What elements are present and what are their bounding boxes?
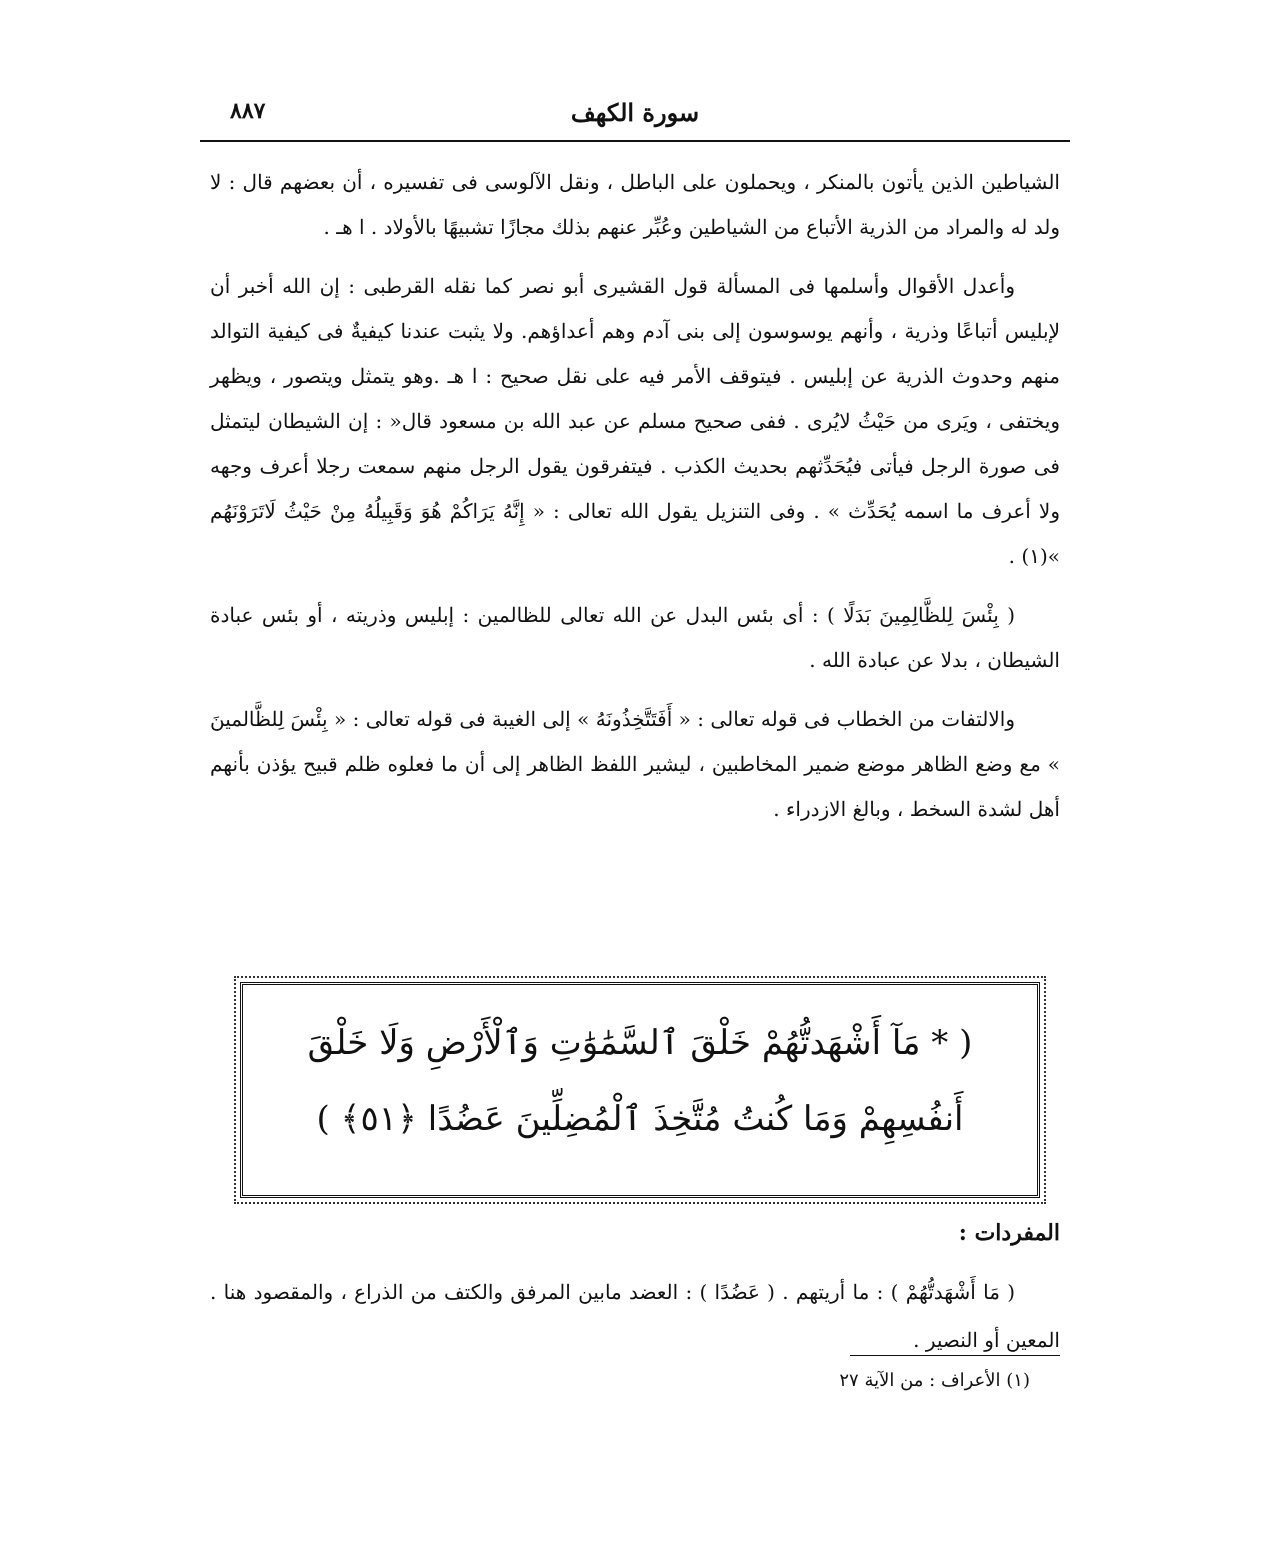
vocab-text: ( مَا أَشْهَدتُّهُمْ ) : ما أريتهم . ( عَضُدًا ) : العضد مابين المرفق والكتف من الذراع ، والمقصود هنا . المعين أو النصير . bbox=[210, 1280, 1060, 1352]
document-page bbox=[200, 70, 1070, 1520]
paragraph-1: الشياطين الذين يأتون بالمنكر ، ويحملون على الباطل ، ونقل الآلوسى فى تفسيره ، أن بعضهم قال : لا ولد له والمراد من الذرية الأتباع من الشياطين وعُبِّر عنهم بذلك مجازًا تشبيهًا بالأولاد . ا هـ . bbox=[210, 170, 1060, 239]
surah-title: سورة الكهف bbox=[570, 98, 700, 127]
main-text bbox=[210, 160, 1060, 846]
vocab-heading: المفردات : bbox=[958, 1220, 1060, 1246]
vocab-section bbox=[210, 1268, 1060, 1364]
quran-verse-box bbox=[240, 982, 1040, 1198]
paragraph-4: والالتفات من الخطاب فى قوله تعالى : « أَفَتَتَّخِذُونَهُ » إلى الغيبة فى قوله تعالى : « بِئْسَ لِلظَّالمينَ » مع وضع الظاهر موضع ضمير المخاطبين ، ليشير اللفظ الظاهر إلى أن ما فعلوه ظلم قبيح يؤذن بأنهم أهل لشدة السخط ، وبالغ الازدراء . bbox=[210, 707, 1060, 821]
page-number: ٨٨٧ bbox=[230, 98, 266, 124]
footnote-divider bbox=[850, 1355, 1060, 1356]
quran-verse: ( * مَآ أَشْهَدتُّهُمْ خَلْقَ ٱلسَّمَٰوَٰتِ وَٱلْأَرْضِ وَلَا خَلْقَ أَنفُسِهِمْ وَمَا كُنتُ مُتَّخِذَ ٱلْمُضِلِّينَ عَضُدًا ﴿٥١﴾ ) bbox=[307, 1023, 973, 1139]
footnote: (١) الأعراف : من الآية ٢٧ bbox=[839, 1370, 1030, 1391]
paragraph-2: وأعدل الأقوال وأسلمها فى المسألة قول القشيرى أبو نصر كما نقله القرطبى : إن الله أخبر أن لإبليس أتباعًا وذرية ، وأنهم يوسوسون إلى بنى آدم وهم أعداؤهم. ولا يثبت عندنا كيفيةٌ فى كيفية التوالد منهم وحدوث الذرية عن إبليس . فيتوقف الأمر فيه على نقل صحيح : ا هـ .وهو يتمثل ويتصور ، ويظهر ويختفى ، ويَرى من حَيْثُ لايُرى . ففى صحيح مسلم عن عبد الله بن مسعود قال« : إن الشيطان ليتمثل فى صورة الرجل فيأتى فيُحَدِّثهم بحديث الكذب . فيتفرقون يقول الرجل منهم سمعت رجلا أعرف وجهه ولا أعرف ما اسمه يُحَدِّث » . وفى التنزيل يقول الله تعالى : « إِنَّهُ يَرَاكُمْ هُوَ وَقَبِيلُهُ مِنْ حَيْثُ لَاتَرَوْنَهُم »(١) . bbox=[210, 274, 1060, 568]
paragraph-3: ( بِئْسَ لِلظَّالِمِينَ بَدَلًا ) : أى بئس البدل عن الله تعالى للظالمين : إبليس وذريته ، أو بئس عبادة الشيطان ، بدلا عن عبادة الله . bbox=[210, 603, 1060, 672]
page-header bbox=[200, 90, 1070, 142]
